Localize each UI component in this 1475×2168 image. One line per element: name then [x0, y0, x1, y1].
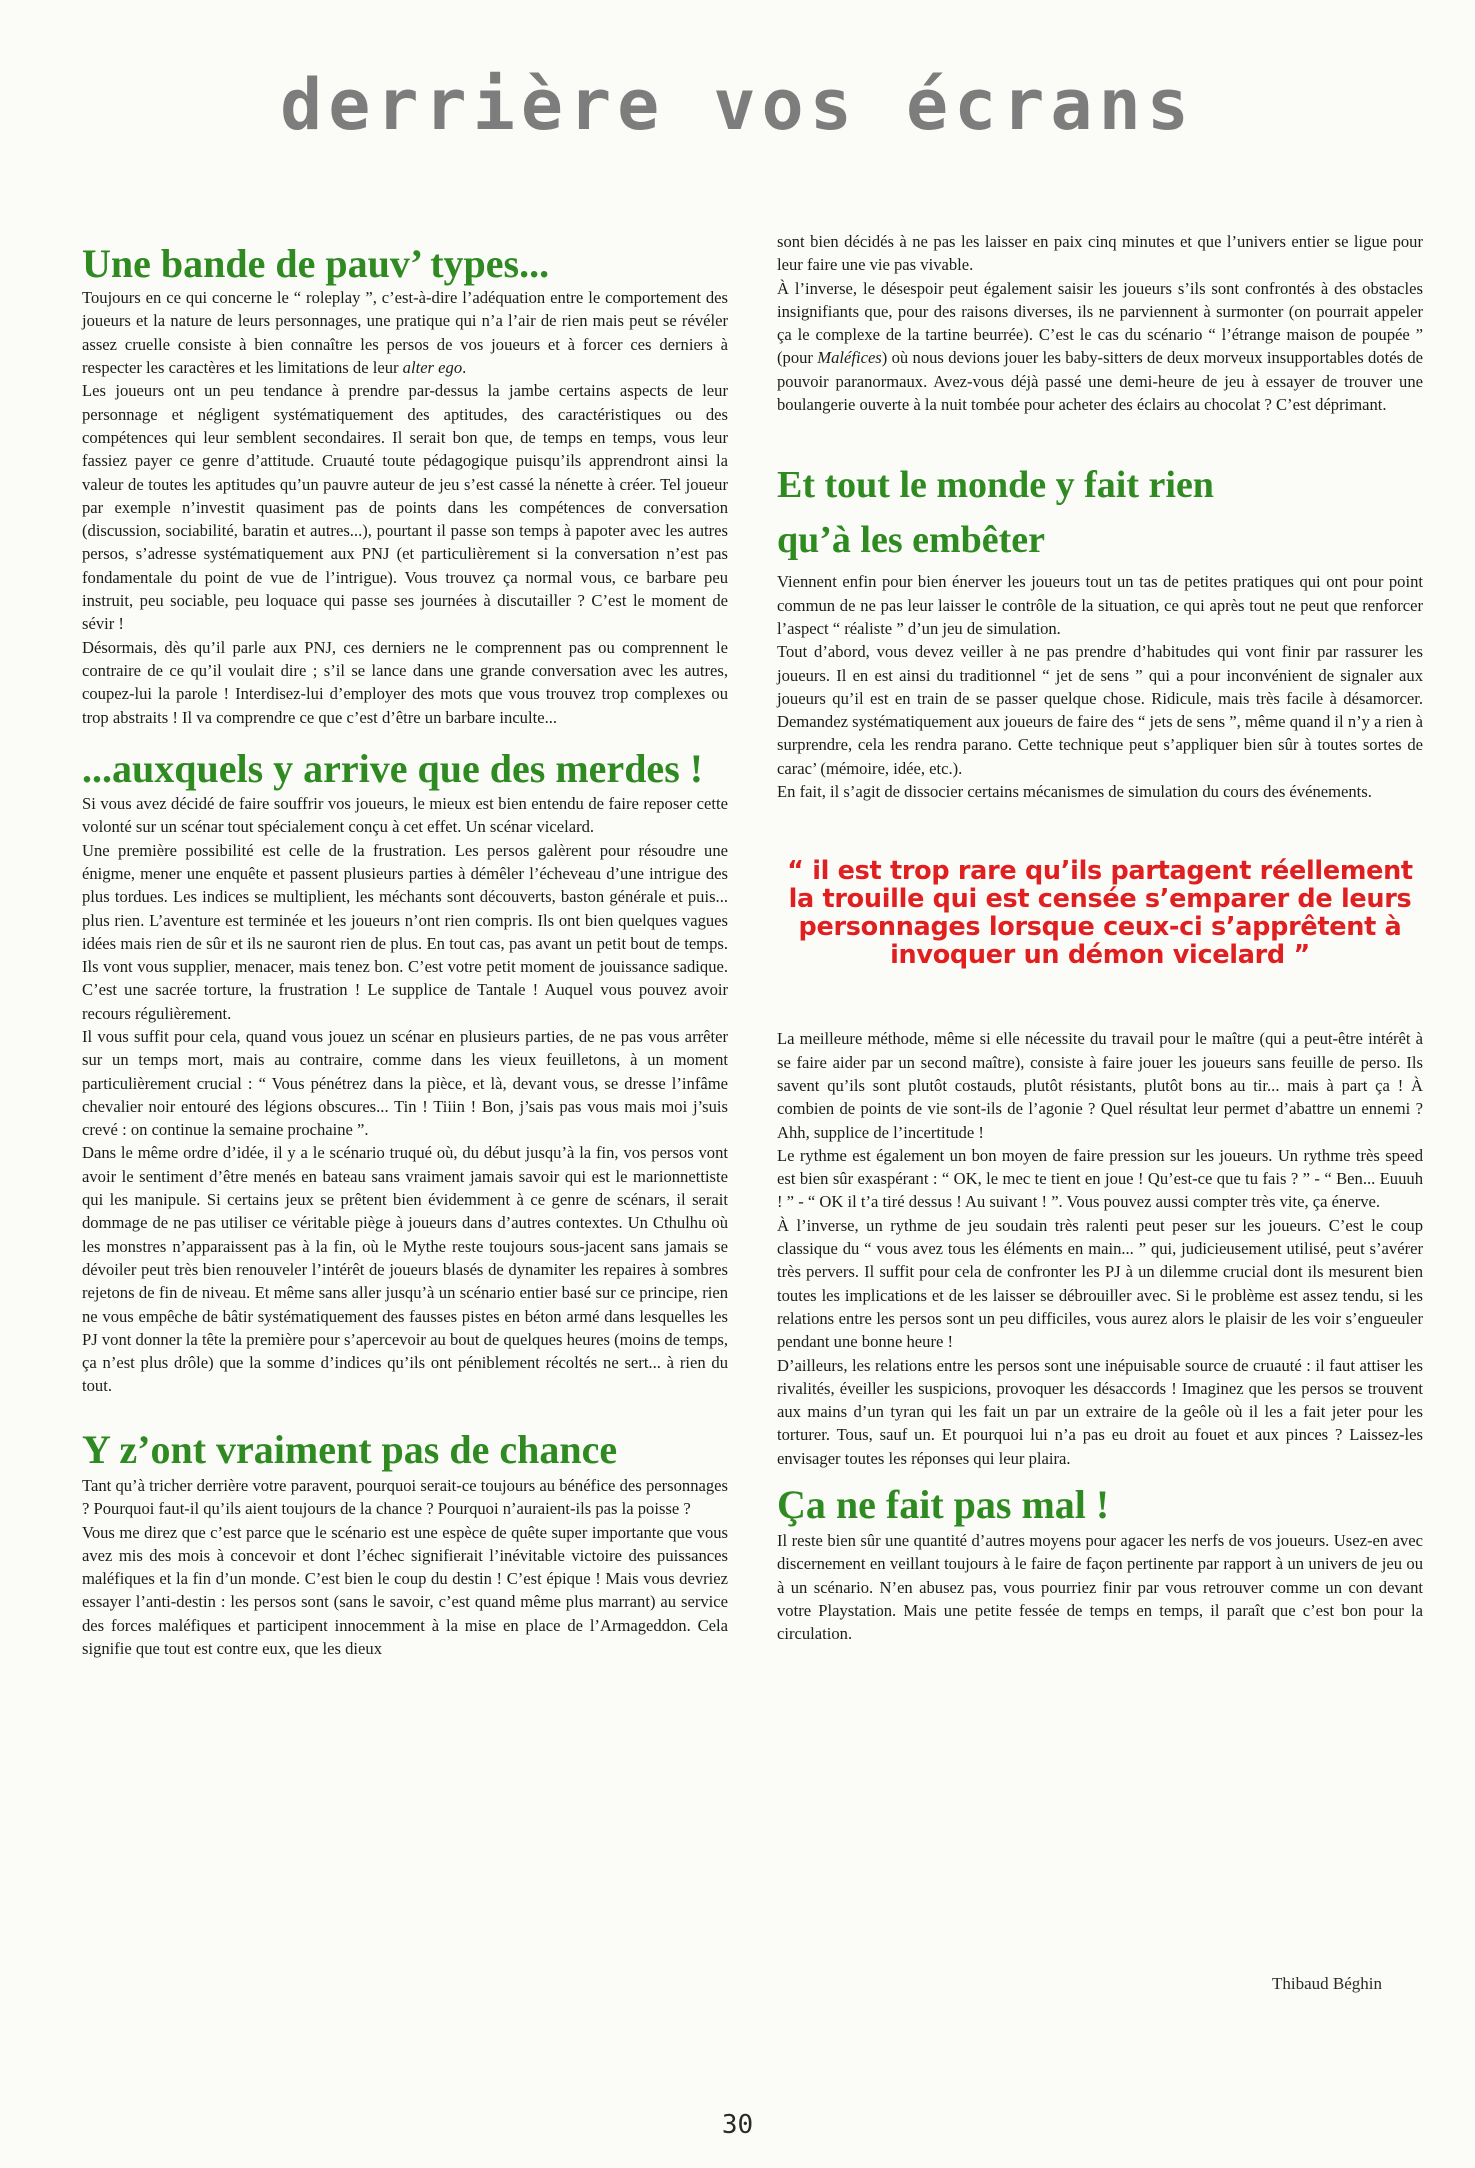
paragraph: Le rythme est également un bon moyen de faire pression sur les joueurs. Un rythme très speed est bien sûr exaspérant : “ OK, le mec te tient en joue ! Qu’est-ce que tu fais ? ” - “ Ben... Euuuh ! ” - “ OK il t’a tiré dessus ! Au suivant ! ”. Vous pouvez aussi compter très vite, ça énerve. [777, 1145, 1423, 1212]
paragraph: Si vous avez décidé de faire souffrir vos joueurs, le mieux est bien entendu de faire reposer cette volonté sur un scénar tout spécialement conçu à cet effet. Un scénar vicelard. [82, 794, 728, 837]
heading-pas-de-chance: Y z’ont vraiment pas de chance [82, 1426, 618, 1472]
pull-quote: “ il est trop rare qu’ils partagent réellement la trouille qui est censée s’emparer de leurs personnages lorsque ceux-ci s’apprêtent à invoquer un démon vicelard ” [787, 856, 1413, 971]
paragraph: En fait, il s’agit de dissocier certains mécanismes de simulation du cours des événements. [777, 782, 1372, 802]
page-header-title: derrière vos écrans [280, 64, 1195, 146]
heading-bande-de-pauv-types: Une bande de pauv’ types... [82, 241, 550, 286]
paragraph: Tout d’abord, vous devez veiller à ne pas prendre d’habitudes qui vont finir par rassurer les joueurs. Il en est ainsi du traditionnel “ jet de sens ” qui a pour inconvénient de signaler aux joueurs qu’il est en train de se passer quelque chose. Ridicule, mais très facile à désamorcer. Demandez systématiquement aux joueurs de faire des “ jets de sens ”, même quand il n’y a rien à surprendre, cela les rendra parano. Cette technique peut s’appliquer bien sûr à toutes sortes de carac’ (mémoire, idée, etc.). [777, 642, 1423, 778]
author-signature: Thibaud Béghin [1271, 1974, 1382, 1993]
paragraph: Toujours en ce qui concerne le “ roleplay ”, c’est-à-dire l’adéquation entre le comportement des joueurs et la nature de leurs personnages, une pratique qui n’a l’air de rien mais peut se révéler assez cruelle consiste à bien connaître les persos de vos joueurs et à forcer ces derniers à respecter les caractères et les limitations de leur alter ego. [82, 288, 728, 378]
paragraph: Les joueurs ont un peu tendance à prendre par-dessus la jambe certains aspects de leur personnage et négligent systématiquement des aptitudes, des caractéristiques ou des compétences qui leur semblent secondaires. Il serait bon que, de temps en temps, vous leur fassiez payer ce genre d’attitude. Cruauté toute pédagogique puisqu’ils apprendront ainsi la valeur de toutes les aptitudes qu’un pauvre auteur de jeu s’est cassé la nénette à créer. Tel joueur par exemple n’investit quasiment pas de points dans les compétences de conversation (discussion, sociabilité, baratin et autres...), pourtant il passe son temps à papoter avec les autres persos, s’adresse systématiquement aux PNJ (et particulièrement si la conversation n’est pas fondamentale du point de vue de l’intrigue). Vous trouvez ça normal vous, ce barbare peu instruit, peu sociable, peu loquace qui passe ses journées à discutailler ? C’est le moment de sévir ! [82, 381, 728, 634]
heading-auxquels: ...auxquels y arrive que des merdes ! [82, 745, 704, 791]
right-column [777, 230, 1423, 1646]
paragraph: sont bien décidés à ne pas les laisser en paix cinq minutes et que l’univers entier se ligue pour leur faire une vie pas vivable. [777, 232, 1423, 275]
left-column [82, 232, 728, 1660]
paragraph: La meilleure méthode, même si elle nécessite du travail pour le maître (qui a peut-être intérêt à se faire aider par un second maître), consiste à faire jouer les joueurs sans feuille de perso. Ils savent qu’ils sont plutôt costauds, plutôt résistants, plutôt bons au tir... mais à part ça ! À combien de points de vie sont-ils de l’agonie ? Quel résultat leur permet d’abattre un ennemi ? Ahh, supplice de l’incertitude ! [777, 1029, 1423, 1142]
paragraph: À l’inverse, le désespoir peut également saisir les joueurs s’ils sont confrontés à des obstacles insignifiants que, pour des raisons diverses, ils ne parviennent à surmonter (on pourrait appeler ça le complexe de la tartine beurrée). C’est le cas du scénario “ l’étrange maison de poupée ” (pour Maléfices) où nous devions jouer les baby-sitters de deux morveux insupportables dotés de pouvoir paranormaux. Avez-vous déjà passé une demi-heure de jeu à essayer de trouver une boulangerie ouverte à la nuit tombée pour acheter des éclairs au chocolat ? C’est déprimant. [777, 278, 1423, 415]
emphasis: alter ego [402, 358, 463, 378]
paragraph: Désormais, dès qu’il parle aux PNJ, ces derniers ne le comprennent pas ou comprennent le contraire de ce qu’il voulait dire ; s’il se lance dans une grande conversation avec les autres, coupez-lui la parole ! Interdisez-lui d’employer des mots que vous trouvez trop complexes ou trop abstraits ! Il va comprendre ce que c’est d’être un barbare inculte... [82, 637, 728, 727]
heading-ca-ne-fait-pas-mal: Ça ne fait pas mal ! [777, 1481, 1110, 1527]
emphasis: Maléfices [817, 348, 882, 368]
paragraph: Tant qu’à tricher derrière votre paravent, pourquoi serait-ce toujours au bénéfice des personnages ? Pourquoi faut-il qu’ils aient toujours de la chance ? Pourquoi n’auraient-ils pas la poisse ? [82, 1475, 728, 1519]
paragraph: Vous me direz que c’est parce que le scénario est une espèce de quête super importante que vous avez mis des mois à concevoir et dont l’échec signifierait l’inévitable victoire des puissances maléfiques et la fin d’un monde. C’est bien le coup du destin ! C’est épique ! Mais vous devriez essayer l’anti-destin : les persos sont (sans le savoir, c’est quand même plus marrant) au service des forces maléfiques et participent innocemment à la mise en place de l’Armageddon. Cela signifie que tout est contre eux, que les dieux [82, 1522, 728, 1658]
paragraph: Une première possibilité est celle de la frustration. Les persos galèrent pour résoudre une énigme, mener une enquête et passent plusieurs parties à démêler l’écheveau d’une intrigue des plus tordues. Les indices se multiplient, les méchants sont découverts, baston générale et puis... plus rien. L’aventure est terminée et les joueurs n’ont rien compris. Ils ont bien quelques vagues idées mais rien de sûr et ils ne sauront rien de plus. En tout cas, pas avant un petit bout de temps. Ils vont vous supplier, menacer, mais tenez bon. C’est votre petit moment de jouissance sadique. C’est une sacrée torture, la frustration ! Le supplice de Tantale ! Auquel vous pouvez avoir recours régulièrement. [82, 840, 728, 1023]
paragraph: À l’inverse, un rythme de jeu soudain très ralenti peut peser sur les joueurs. C’est le coup classique du “ vous avez tous les éléments en main... ” qui, judicieusement utilisé, peut s’avérer très pervers. Il suffit pour cela de confronter les PJ à un dilemme crucial dont ils mesurent bien toutes les implications et de les laisser se débrouiller avec. Si le problème est assez tendu, si les relations entre les persos sont un peu difficiles, vous aurez alors le plaisir de les voir s’engueuler pendant une bonne heure ! [777, 1215, 1423, 1352]
paragraph: D’ailleurs, les relations entre les persos sont une inépuisable source de cruauté : il faut attiser les rivalités, éveiller les suspicions, provoquer les désaccords ! Imaginez que les persos se trouvent aux mains d’un tyran qui les fait un par un extraire de la geôle où il les a fait jeter pour les torturer. Tous, sauf un. Et pourquoi lui n’a pas eu droit au fouet et aux pinces ? Laissez-les envisager toutes les réponses qui leur plaira. [777, 1355, 1423, 1468]
paragraph: Viennent enfin pour bien énerver les joueurs tout un tas de petites pratiques qui ont pour point commun de ne pas leur laisser le contrôle de la situation, ce qui après tout ne peut que renforcer l’aspect “ réaliste ” d’un jeu de simulation. [777, 572, 1423, 638]
paragraph: Dans le même ordre d’idée, il y a le scénario truqué où, du début jusqu’à la fin, vos persos vont avoir le sentiment d’être menés en bateau sans vraiment jamais savoir qui est le marionnettiste qui les manipule. Si certains jeux se prêtent bien évidemment à ce genre de scénars, il serait dommage de ne pas utiliser ce véritable piège à joueurs dans d’autres contextes. Un Cthulhu où les monstres n’apparaissent pas à la fin, où le Mythe reste toujours sous-jacent sans jamais se dévoiler peut très bien renouveler l’intérêt de joueurs blasés de dynamiter les repaires à sombres rejetons de fin de niveau. Et même sans aller jusqu’à un scénario entier basé sur ce principe, rien ne vous empêche de bâtir systématiquement des fausses pistes en béton armé dans lesquelles les PJ vont donner la tête la première pour s’apercevoir au bout de quelques heures (moins de temps, ça n’est plus drôle) que la somme d’indices qu’ils ont péniblement récoltés ne sert... à rien du tout. [82, 1143, 728, 1396]
paragraph: Il reste bien sûr une quantité d’autres moyens pour agacer les nerfs de vos joueurs. Usez-en avec discernement en veillant toujours à le faire de façon pertinente par rapport à un univers de jeu ou à un scénario. N’en abusez pas, vous pourriez finir par vous retrouver comme un con devant votre Playstation. Mais une petite fessée de temps en temps, il paraît que c’est bon pour la circulation. [777, 1531, 1423, 1644]
paragraph: Il vous suffit pour cela, quand vous jouez un scénar en plusieurs parties, de ne pas vous arrêter sur un temps mort, mais au contraire, comme dans les vieux feuilletons, à un moment particulièrement crucial : “ Vous pénétrez dans la pièce, et là, devant vous, se dresse l’infâme chevalier noir entouré des légions obscures... Tin ! Tiiin ! Bon, j’sais pas vous mais moi j’suis crevé : on continue la semaine prochaine ”. [82, 1026, 728, 1140]
page-number: 30 [721, 2110, 754, 2140]
heading-tout-le-monde: Et tout le monde y fait rien qu’à les embêter [777, 464, 1214, 562]
